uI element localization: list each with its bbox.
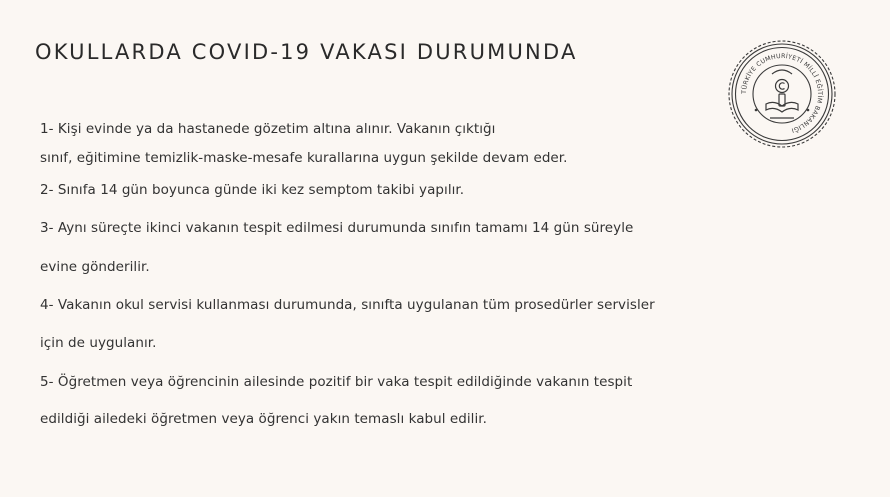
list-item-2-line-1: 2- Sınıfa 14 gün boyunca günde iki kez semptom takibi yapılır. bbox=[40, 182, 465, 198]
seal-text: TÜRKİYE CUMHURİYETİ MİLLÎ EĞİTİM BAKANLIĞI bbox=[740, 52, 824, 134]
list-item-4-line-2: için de uygulanır. bbox=[40, 335, 157, 351]
list-item-1-line-2: sınıf, eğitimine temizlik-maske-mesafe kurallarına uygun şekilde devam eder. bbox=[40, 150, 568, 166]
ministry-seal-logo bbox=[726, 38, 838, 150]
list-item-5-line-1: 5- Öğretmen veya öğrencinin ailesinde pozitif bir vaka tespit edildiğinde vakanın tespit bbox=[40, 374, 633, 390]
list-item-3-line-2: evine gönderilir. bbox=[40, 259, 150, 275]
list-item-1-line-1: 1- Kişi evinde ya da hastanede gözetim altına alınır. Vakanın çıktığı bbox=[40, 121, 496, 137]
list-item-4-line-1: 4- Vakanın okul servisi kullanması durumunda, sınıfta uygulanan tüm prosedürler servisler bbox=[40, 297, 655, 313]
list-item-3-line-1: 3- Aynı süreçte ikinci vakanın tespit edilmesi durumunda sınıfın tamamı 14 gün süreyle bbox=[40, 220, 634, 236]
page-title: OKULLARDA COVID-19 VAKASI DURUMUNDA bbox=[35, 40, 578, 64]
list-item-5-line-2: edildiği ailedeki öğretmen veya öğrenci yakın temaslı kabul edilir. bbox=[40, 411, 487, 427]
